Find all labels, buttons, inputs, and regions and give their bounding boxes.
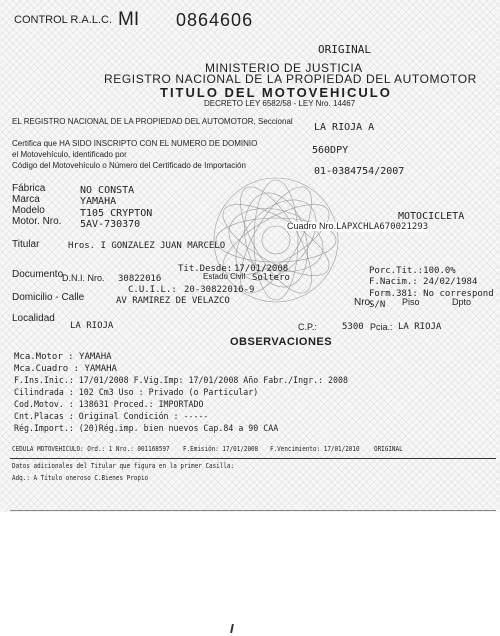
ministry-name: MINISTERIO DE JUSTICIA [205, 61, 363, 75]
domicilio-label: Domicilio - Calle [12, 292, 85, 303]
registry-name: REGISTRO NACIONAL DE LA PROPIEDAD DEL AUTOMOTOR [104, 72, 477, 86]
adicionales-line-2: Adq.: A Título oneroso C.Bienes Propio [12, 474, 149, 482]
vehicle-type: MOTOCICLETA [398, 211, 465, 222]
cuadro-label: Cuadro Nro. [287, 221, 337, 231]
fabrica-value: NO CONSTA [80, 185, 135, 196]
titdesde-value: 17/01/2008 [234, 264, 289, 274]
cp-label: C.P.: [298, 322, 317, 332]
marca-value: YAMAHA [80, 196, 117, 207]
localidad-label: Localidad [12, 313, 55, 324]
certify-line-2: el Motovehículo, identificado por [12, 150, 127, 159]
calle-value: AV RAMIREZ DE VELAZCO [116, 296, 230, 306]
registry-section-value: LA RIOJA A [314, 122, 375, 133]
document-title: TITULO DEL MOTOVEHICULO [160, 85, 392, 100]
registry-section-label: EL REGISTRO NACIONAL DE LA PROPIEDAD DEL AUTOMOTOR, Seccional [12, 117, 293, 126]
obs-line: Cod.Motov. : 138631 Proced.: IMPORTADO [14, 400, 204, 410]
porcentaje-titularidad: Porc.Tit.:100.0% [369, 266, 456, 276]
divider-line [10, 458, 496, 459]
cedula-info: CEDULA MOTOVEHICULO: Ord.: 1 Nro.: 001168597 [12, 445, 170, 453]
pcia-value: LA RIOJA [398, 322, 442, 332]
certify-line-1: Certifica que HA SIDO INSCRIPTO CON EL NUMERO DE DOMINIO [12, 139, 258, 148]
nro-value: S/N [369, 300, 386, 310]
document-number: 0864606 [176, 10, 254, 30]
fecha-vencimiento: F.Vencimiento: 17/01/2010 [270, 445, 360, 453]
documento-label: Documento [12, 269, 64, 280]
obs-line: F.Ins.Inic.: 17/01/2008 F.Vig.Imp: 17/01/2008 Año Fabr./Ingr.: 2008 [14, 376, 349, 386]
estado-civil-value: Soltero [252, 273, 290, 283]
cp-value: 5300 [342, 322, 364, 332]
fabrica-label: Fábrica [12, 183, 46, 194]
obs-line: Mca.Motor : YAMAHA [14, 352, 112, 362]
titdesde-label: Tit.Desde: [178, 264, 233, 274]
control-label: CONTROL R.A.L.C. [14, 14, 112, 26]
nro-label: Nro. [354, 297, 373, 308]
obs-line: Rég.Import.: (20)Rég.imp. bien nuevos Cap.84 a 90 CAA [14, 424, 279, 434]
obs-line: Cilindrada : 102 Cm3 Uso : Privado (o Particular) [14, 388, 259, 398]
bottom-edge [10, 510, 496, 511]
obs-line: Cnt.Placas : Original Condición : ----- [14, 412, 209, 422]
fecha-emision: F.Emisión: 17/01/2008 [183, 445, 259, 453]
series-code: MI [118, 9, 140, 30]
titular-value: Hros. I GONZALEZ JUAN MARCELO [68, 241, 226, 251]
copy-type: ORIGINAL [318, 43, 371, 56]
dni-value: 30822016 [118, 274, 162, 284]
titular-label: Titular [12, 239, 40, 250]
cuadro-value: LAPXCHLA670021293 [336, 222, 429, 232]
piso-label: Piso [402, 297, 420, 307]
pen-mark [230, 624, 234, 633]
cuil-label: C.U.I.L.: [128, 285, 177, 295]
observaciones-heading: OBSERVACIONES [230, 336, 333, 348]
localidad-value: LA RIOJA [70, 321, 114, 331]
form-381: Form.381: No correspond [369, 289, 494, 299]
dpto-label: Dpto [452, 297, 472, 307]
domain-number: 560DPY [312, 145, 349, 156]
dni-label: D.N.I. Nro. [62, 273, 105, 283]
motor-value: 5AV-730370 [80, 219, 141, 230]
marca-label: Marca [12, 194, 40, 205]
cuil-value: 20-30822016-9 [184, 285, 255, 295]
obs-line: Mca.Cuadro : YAMAHA [14, 364, 117, 374]
pcia-label: Pcia.: [370, 322, 393, 332]
cedula-original: ORIGINAL [374, 445, 403, 453]
modelo-value: T105 CRYPTON [80, 208, 153, 219]
estado-civil-label: Estado Civil [203, 272, 246, 281]
motor-label: Motor. Nro. [12, 216, 62, 227]
adicionales-line-1: Datos adicionales del Titular que figura en la primer Casilla: [12, 462, 235, 470]
fecha-nacimiento: F.Nacim.: 24/02/1984 [369, 277, 478, 287]
decree-reference: DECRETO LEY 6582/58 - LEY Nro. 14467 [204, 99, 356, 108]
certify-line-3: Código del Motovehículo o Número del Certificado de Importación [12, 161, 246, 170]
certificate-number: 01-0384754/2007 [314, 166, 405, 177]
modelo-label: Modelo [12, 205, 45, 216]
